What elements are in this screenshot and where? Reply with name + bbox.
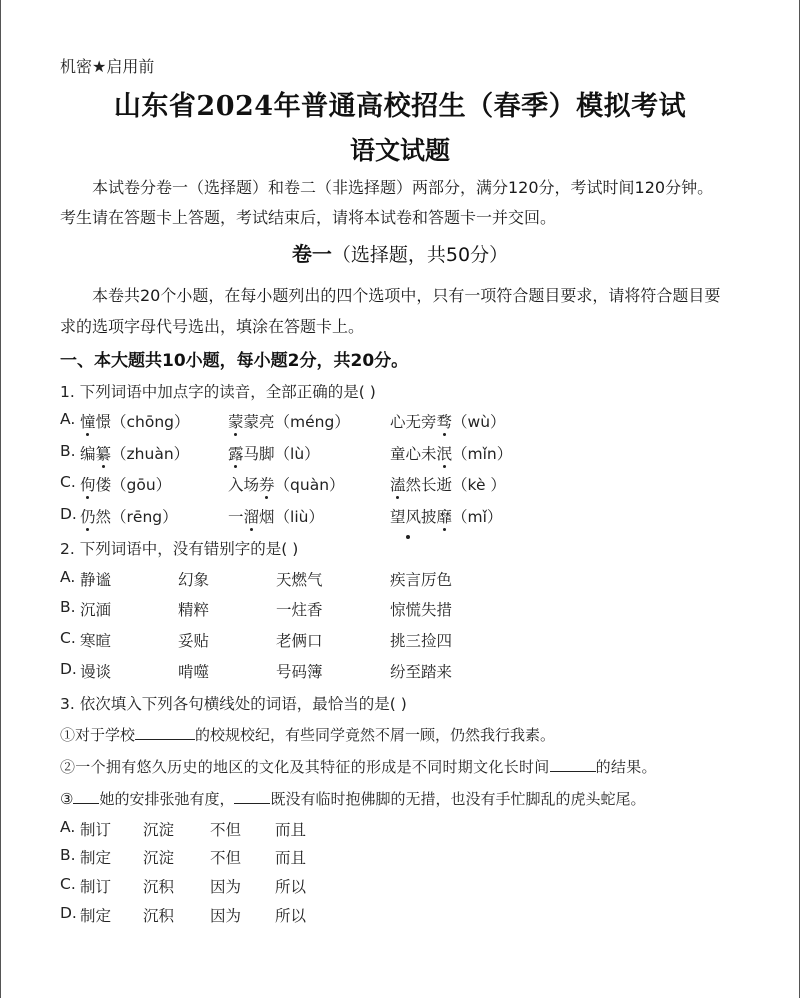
dotted-character: 佝 (80, 476, 96, 494)
option-label: A. (60, 818, 76, 836)
dotted-character: 泯 (436, 445, 453, 463)
word-part: 编 (80, 445, 96, 463)
pinyin-reading: （gōu） (111, 476, 172, 494)
question-3-sentence-3 (60, 788, 645, 809)
option-item (80, 505, 178, 527)
dotted-character: 溜 (243, 508, 260, 526)
sentence-2-prefix: ②一个拥有悠久历史的地区的文化及其特征的形成是不同时期文化长时间 (60, 758, 550, 776)
question-3-sentence-2 (60, 756, 657, 777)
question-3-sentence-1 (60, 724, 555, 745)
question-2-stem: 2. 下列词语中，没有错别字的是( ) (60, 540, 299, 558)
option-word: 沉淀 (143, 821, 175, 839)
pinyin-reading: （liù） (274, 508, 324, 526)
option-word: 惊慌失措 (390, 601, 453, 619)
dotted-character: 憧 (80, 413, 96, 431)
option-word: 沉积 (143, 907, 175, 925)
sentence-1-prefix: ①对于学校 (60, 726, 136, 744)
option-item (228, 473, 345, 495)
fill-blank-3 (73, 789, 99, 804)
option-word: 老俩口 (276, 632, 323, 650)
option-word: 制订 (80, 821, 112, 839)
dotted-character: 券 (259, 476, 275, 494)
pinyin-reading: （méng） (274, 413, 350, 431)
volume-1-title-note: （选择题，共50分） (331, 244, 509, 266)
dotted-character: 露 (228, 445, 244, 463)
volume-1-desc-line-2: 求的选项字母代号选出，填涂在答题卡上。 (60, 317, 365, 336)
dotted-character: 溘 (390, 476, 406, 494)
option-label: B. (60, 598, 76, 616)
volume-1-desc-line-1: 本卷共20个小题，在每小题列出的四个选项中，只有一项符合题目要求，请将符合题目要 (92, 286, 721, 305)
pinyin-reading: （wù） (452, 413, 506, 431)
word-part: 入场 (228, 476, 260, 494)
option-word: 妥贴 (178, 632, 210, 650)
option-label: C. (60, 875, 76, 893)
sentence-2-rest: 的结果。 (595, 758, 657, 776)
option-word: 天燃气 (276, 571, 323, 589)
scan-artifact-dot (406, 535, 410, 539)
option-word: 制定 (80, 907, 112, 925)
option-word: 挑三捡四 (390, 632, 453, 650)
subject-title: 语文试题 (349, 136, 450, 165)
word-part: 烟 (259, 508, 275, 526)
instructions-line-2: 考生请在答题卡上答题，考试结束后，请将本试卷和答题卡一并交回。 (60, 208, 557, 227)
option-word: 制订 (80, 878, 112, 896)
option-item (228, 505, 324, 527)
word-part: 童心未 (390, 445, 437, 463)
pinyin-reading: （chōng） (111, 413, 190, 431)
option-item (80, 442, 189, 464)
pinyin-reading: （kè ） (452, 476, 506, 494)
option-word: 静谧 (80, 571, 112, 589)
option-label: D. (60, 904, 77, 922)
dotted-character: 仍 (80, 508, 96, 526)
exam-title: 山东省2024年普通高校招生（春季）模拟考试 (113, 91, 687, 122)
dotted-character: 骛 (436, 413, 453, 431)
option-word: 疾言厉色 (390, 571, 453, 589)
option-word: 而且 (275, 849, 307, 867)
word-part: 望风披 (390, 508, 437, 526)
option-word: 因为 (210, 907, 242, 925)
option-item (390, 410, 506, 432)
pinyin-reading: （lù） (274, 445, 320, 463)
option-word: 沉淀 (143, 849, 175, 867)
instructions-line-1: 本试卷分卷一（选择题）和卷二（非选择题）两部分，满分120分，考试时间120分钟。 (92, 178, 714, 197)
option-label: D. (60, 505, 77, 523)
sentence-3-rest: 既没有临时抱佛脚的无措，也没有手忙脚乱的虎头蛇尾。 (270, 790, 646, 808)
sentence-3-prefix: ③ (60, 790, 74, 808)
question-1-stem: 1. 下列词语中加点字的读音，全部正确的是( ) (60, 383, 376, 401)
option-label: C. (60, 629, 76, 647)
option-word: 不但 (210, 849, 242, 867)
fill-blank-4 (234, 789, 270, 804)
option-word: 精粹 (178, 601, 210, 619)
dotted-character: 蒙 (228, 413, 244, 431)
pinyin-reading: （zhuàn） (111, 445, 190, 463)
word-part: 然 (95, 508, 112, 526)
pinyin-reading: （quàn） (274, 476, 345, 494)
option-word: 谩谈 (80, 663, 112, 681)
option-label: B. (60, 442, 76, 460)
pinyin-reading: （rēng） (111, 508, 178, 526)
part-1-heading: 一、本大题共10小题，每小题2分，共20分。 (60, 351, 409, 371)
word-part: 心无旁 (390, 413, 437, 431)
volume-1-title-main: 卷一 (291, 242, 332, 266)
question-3-stem: 3. 依次填入下列各句横线处的词语，最恰当的是( ) (60, 695, 407, 713)
word-part: 然长逝 (405, 476, 453, 494)
dotted-character: 靡 (436, 508, 453, 526)
option-item (390, 505, 502, 527)
option-word: 因为 (210, 878, 242, 896)
option-word: 纷至踏来 (390, 663, 453, 681)
option-item (228, 410, 350, 432)
volume-1-title (0, 238, 800, 267)
word-part: 蒙亮 (243, 413, 275, 431)
option-label: B. (60, 846, 76, 864)
option-item (80, 473, 171, 495)
option-word: 而且 (275, 821, 307, 839)
option-item (80, 410, 190, 432)
option-item (390, 442, 512, 464)
option-item (390, 473, 506, 495)
option-word: 所以 (275, 878, 307, 896)
option-word: 不但 (210, 821, 242, 839)
sentence-1-rest: 的校规校纪，有些同学竟然不屑一顾，仍然我行我素。 (195, 726, 556, 744)
word-part: 憬 (95, 413, 112, 431)
option-word: 啃噬 (178, 663, 210, 681)
fill-blank-1 (135, 725, 195, 740)
pinyin-reading: （mǐn） (452, 445, 513, 463)
dotted-character: 纂 (95, 445, 112, 463)
option-word: 号码簿 (276, 663, 323, 681)
option-label: A. (60, 568, 76, 586)
confidential-label: 机密★启用前 (60, 57, 155, 76)
option-label: D. (60, 660, 77, 678)
word-part: 一 (228, 508, 244, 526)
word-part: 偻 (95, 476, 112, 494)
option-word: 沉湎 (80, 601, 112, 619)
option-word: 一炷香 (276, 601, 323, 619)
sentence-3-middle: 她的安排张弛有度， (99, 790, 235, 808)
option-word: 沉积 (143, 878, 175, 896)
word-part: 马脚 (243, 445, 275, 463)
option-word: 寒暄 (80, 632, 112, 650)
option-word: 制定 (80, 849, 112, 867)
option-label: A. (60, 410, 76, 428)
fill-blank-2 (550, 757, 596, 772)
option-label: C. (60, 473, 76, 491)
option-word: 幻象 (178, 571, 210, 589)
pinyin-reading: （mǐ） (452, 508, 503, 526)
option-word: 所以 (275, 907, 307, 925)
option-item (228, 442, 320, 464)
